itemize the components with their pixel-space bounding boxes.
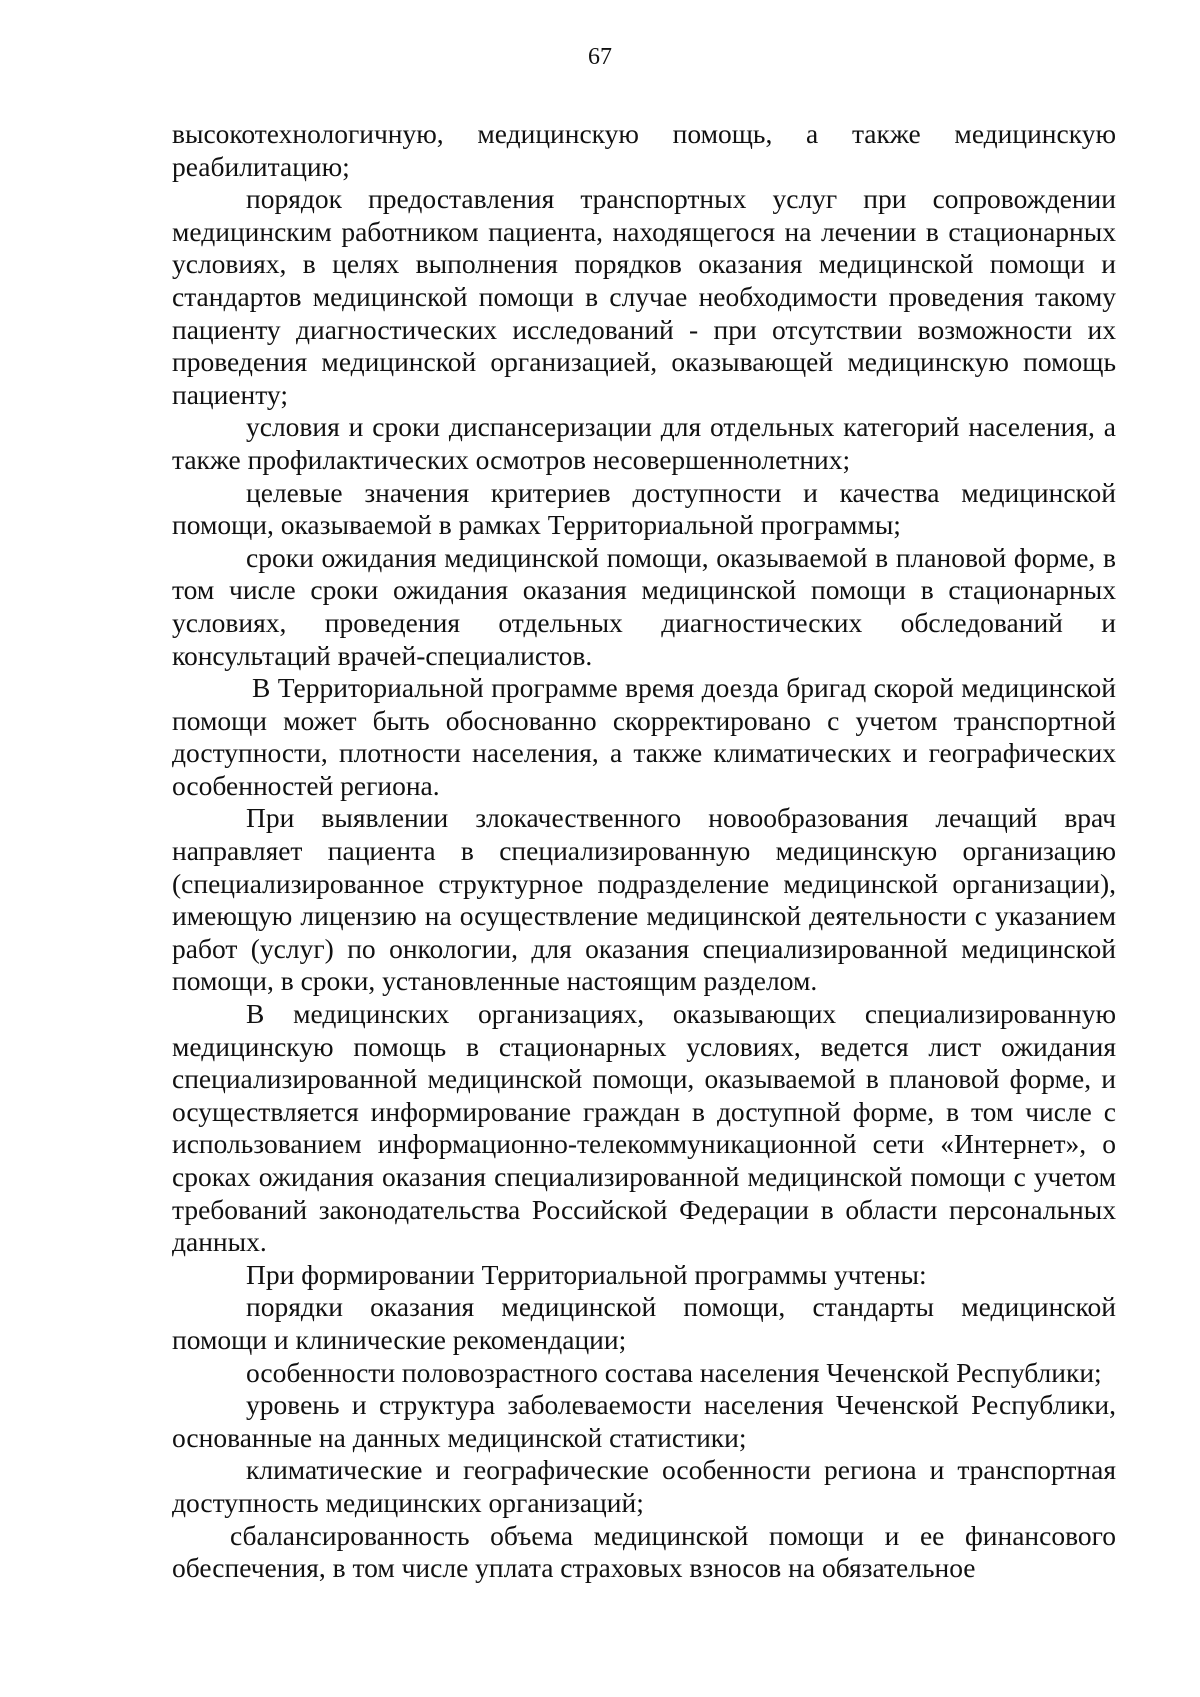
paragraph: сроки ожидания медицинской помощи, оказываемой в плановой форме, в том числе сроки ожидания оказания медицинской помощи в стационарных условиях, проведения отдельных диагностических обследований и консультаций врачей-специалистов. bbox=[172, 541, 1116, 671]
document-body bbox=[172, 118, 1116, 1585]
paragraph: В медицинских организациях, оказывающих специализированную медицинскую помощь в стационарных условиях, ведется лист ожидания специализированной медицинской помощи, оказываемой в плановой форме, и осуществляется информирование граждан в доступной форме, в том числе с использованием информационно-телекоммуникационной сети «Интернет», о сроках ожидания оказания специализированной медицинской помощи с учетом требований законодательства Российской Федерации в области персональных данных. bbox=[172, 998, 1116, 1258]
paragraph: порядок предоставления транспортных услуг при сопровождении медицинским работником пациента, находящегося на лечении в стационарных условиях, в целях выполнения порядков оказания медицинской помощи и стандартов медицинской помощи в случае необходимости проведения такому пациенту диагностических исследований - при отсутствии возможности их проведения медицинской организацией, оказывающей медицинскую помощь пациенту; bbox=[172, 183, 1116, 410]
paragraph: При формировании Территориальной программы учтены: bbox=[246, 1258, 927, 1290]
paragraph: сбалансированность объема медицинской помощи и ее финансового обеспечения, в том числе уплата страховых взносов на обязательное bbox=[172, 1519, 1116, 1584]
paragraph: особенности половозрастного состава населения Чеченской Республики; bbox=[246, 1356, 1102, 1388]
paragraph: условия и сроки диспансеризации для отдельных категорий населения, а также профилактических осмотров несовершеннолетних; bbox=[172, 411, 1116, 475]
paragraph: В Территориальной программе время доезда бригад скорой медицинской помощи может быть обоснованно скорректировано с учетом транспортной доступности, плотности населения, а также климатических и географических особенностей региона. bbox=[172, 672, 1116, 801]
paragraph: При выявлении злокачественного новообразования лечащий врач направляет пациента в специализированную медицинскую организацию (специализированное структурное подразделение медицинской организации), имеющую лицензию на осуществление медицинской деятельности с указанием работ (услуг) по онкологии, для оказания специализированной медицинской помощи, в сроки, установленные настоящим разделом. bbox=[172, 802, 1116, 997]
paragraph: порядки оказания медицинской помощи, стандарты медицинской помощи и клинические рекомендации; bbox=[172, 1291, 1116, 1355]
paragraph: высокотехнологичную, медицинскую помощь, а также медицинскую реабилитацию; bbox=[172, 118, 1116, 182]
paragraph: климатические и географические особенности региона и транспортная доступность медицинских организаций; bbox=[172, 1454, 1116, 1518]
page-number: 67 bbox=[588, 44, 612, 70]
paragraph: целевые значения критериев доступности и качества медицинской помощи, оказываемой в рамках Территориальной программы; bbox=[172, 476, 1116, 541]
paragraph: уровень и структура заболеваемости населения Чеченской Республики, основанные на данных медицинской статистики; bbox=[172, 1389, 1116, 1453]
